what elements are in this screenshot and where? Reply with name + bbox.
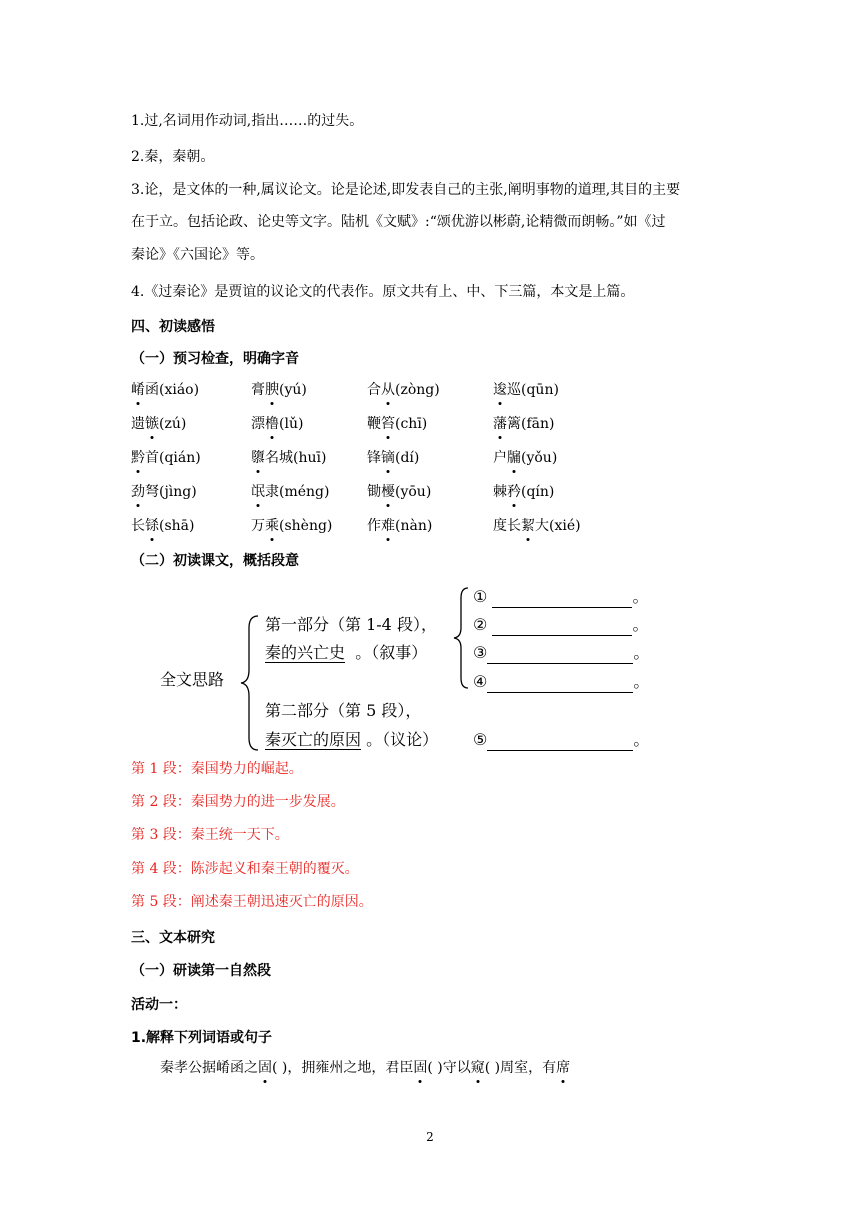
section-title-text-study: 三、文本研究	[131, 930, 215, 946]
pinyin-item: 黔首(qián)	[131, 450, 201, 466]
answer-para-5: 第 5 段：阐述秦王朝迅速灭亡的原因。	[131, 894, 373, 910]
part1-heading: 第一部分（第 1-4 段），	[265, 615, 437, 634]
blank-item-5[interactable]: ⑤ 。	[473, 730, 650, 749]
pinyin-item: 漂橹(lǔ)	[251, 416, 304, 432]
note-line-5: 秦论》《六国论》等。	[131, 247, 264, 263]
blank-item-1[interactable]: ① 。	[473, 587, 649, 606]
pinyin-item: 度长絜大(xié)	[493, 518, 581, 534]
answer-para-3: 第 3 段：秦王统一天下。	[131, 827, 289, 843]
pinyin-item: 锄櫌(yōu)	[367, 484, 432, 500]
part2-answer: 秦灭亡的原因	[265, 730, 362, 749]
part2-answer-line: 秦灭亡的原因 。（议论）	[265, 730, 439, 749]
pinyin-item: 膏腴(yú)	[251, 382, 307, 398]
pinyin-item: 鞭笞(chī)	[367, 416, 428, 432]
pinyin-item: 棘矜(qín)	[493, 484, 555, 500]
blank-item-2[interactable]: ② 。	[473, 615, 649, 634]
emphasized-word: 固	[413, 1060, 428, 1076]
right-brace	[452, 586, 472, 690]
pinyin-item: 逡巡(qūn)	[493, 382, 559, 398]
activity-title: 活动一：	[131, 997, 187, 1013]
subsection-title-summary: （二）初读课文，概括段意	[131, 553, 299, 569]
note-line-4: 在于立。包括论政、论史等文字。陆机《文赋》:“颂优游以彬蔚,论精微而朗畅。”如《过	[131, 214, 666, 230]
pinyin-item: 劲弩(jìng)	[131, 484, 197, 500]
section-title-first-reading: 四、初读感悟	[131, 319, 215, 335]
part2-heading: 第二部分（第 5 段），	[265, 701, 422, 720]
pinyin-item: 户牖(yǒu)	[493, 450, 558, 466]
answer-para-2: 第 2 段：秦国势力的进一步发展。	[131, 794, 345, 810]
blank-item-4[interactable]: ④ 。	[473, 672, 650, 691]
pinyin-item: 锋镝(dí)	[367, 450, 420, 466]
subsection-title-para1: （一）研读第一自然段	[131, 963, 271, 979]
part1-answer: 秦的兴亡史	[265, 643, 346, 662]
blank-item-3[interactable]: ③ 。	[473, 643, 650, 662]
task-sentence: 秦孝公据崤函之固( )，拥雍州之地，君臣固( )守以窥( )周室，有席	[160, 1060, 571, 1076]
subsection-title-pronunciation: （一）预习检查，明确字音	[131, 351, 299, 367]
pinyin-item: 崤函(xiáo)	[131, 382, 200, 398]
answer-para-4: 第 4 段：陈涉起义和秦王朝的覆灭。	[131, 861, 359, 877]
emphasized-word: 固	[258, 1060, 272, 1076]
pinyin-item: 遗镞(zú)	[131, 416, 187, 432]
emphasized-word: 席	[556, 1060, 571, 1076]
page-number: 2	[426, 1130, 434, 1144]
pinyin-item: 藩篱(fān)	[493, 416, 555, 432]
note-line-2: 2.秦，秦朝。	[131, 149, 215, 165]
pinyin-item: 长铩(shā)	[131, 518, 195, 534]
pinyin-item: 作难(nàn)	[367, 518, 433, 534]
note-line-6: 4.《过秦论》是贾谊的议论文的代表作。原文共有上、中、下三篇，本文是上篇。	[131, 284, 635, 300]
part1-answer-line: 秦的兴亡史 。（叙事）	[265, 643, 428, 662]
pinyin-item: 氓隶(méng)	[251, 484, 330, 500]
note-line-3: 3.论，是文体的一种,属议论文。论是论述,即发表自己的主张,阐明事物的道理,其目的主要	[131, 182, 681, 198]
pinyin-item: 万乘(shèng)	[251, 518, 333, 534]
answer-para-1: 第 1 段：秦国势力的崛起。	[131, 761, 303, 777]
task-title: 1.解释下列词语或句子	[131, 1030, 273, 1046]
pinyin-item: 隳名城(huī)	[251, 450, 327, 466]
note-line-1: 1.过,名词用作动词,指出……的过失。	[131, 113, 364, 129]
emphasized-word: 窥	[470, 1060, 485, 1076]
diagram-root-label: 全文思路	[160, 670, 225, 689]
pinyin-item: 合从(zòng)	[367, 382, 440, 398]
left-brace	[238, 614, 262, 752]
